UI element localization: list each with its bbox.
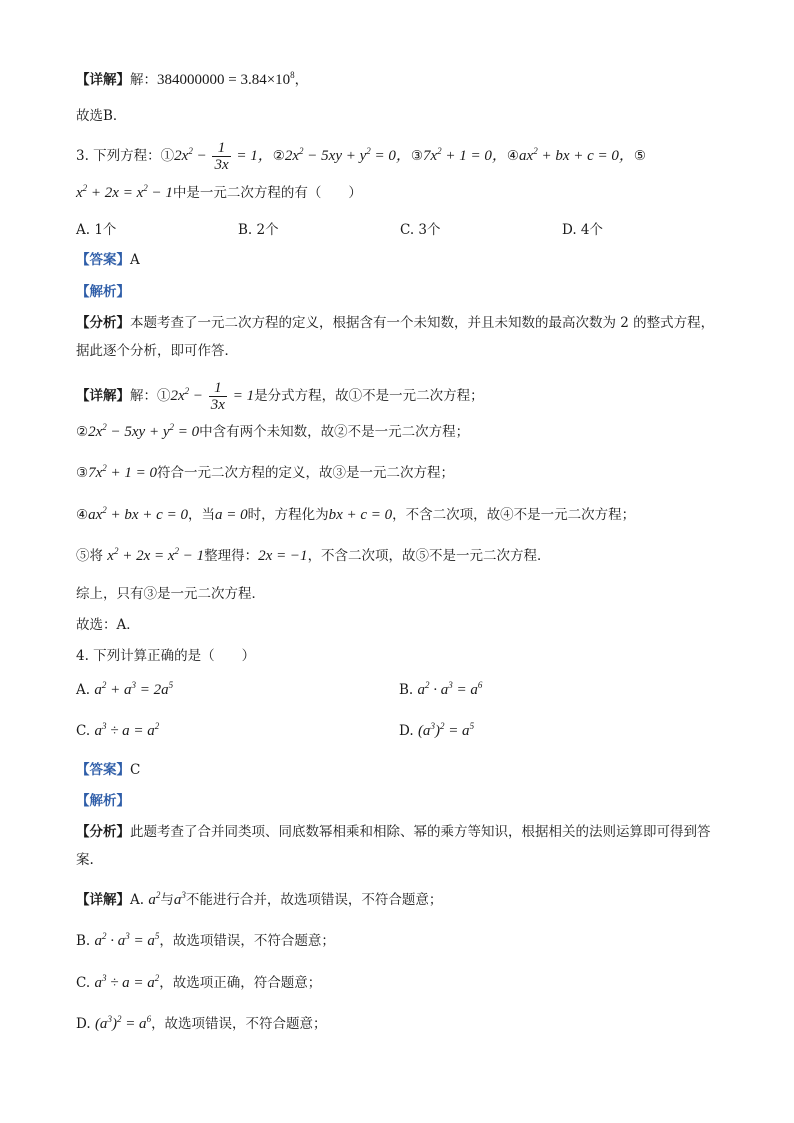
q3-eq2: $2x^2 - 5xy + y^2 = 0$， [284,145,411,164]
q2-equation: $384000000 = 3.84\times 10^8$ [157,70,295,88]
q3-eq4: $ax^2$ + bx + c = 0， [519,145,634,164]
q4-option-c: C. $a^3 \div a = a^2$ [76,721,160,739]
q3-detail-3: $③7x^2 + 1 = 0$符合一元二次方程的定义，故③是一元二次方程； [76,463,455,481]
q4-analysis: 【分析】此题考查了合并同类项、同底数幂相乘和相除、幂的乘方等知识，根据相关的法则运算即可得到答案. [76,824,711,868]
q3-answer: 【答案】A [76,252,140,268]
q3-option-d: D. 4个 [562,222,604,238]
q3-detail-4: $④ax^2$ + bx + c = 0，当a = 0时，方程化为bx + c = 0，不含二次项，故④不是一元二次方程； [76,505,636,523]
q3-stem-line1: 3. 下列方程：$①2x^2$ − $\frac{1}{3x}$ = 1，$②2x^2 - 5xy + y^2 = 0$，$③7x^2 + 1 = 0$，$④ax^2$ + bx + c = 0，⑤ [76,140,646,173]
q3-eq5: $x^2 + 2x = x^2 - 1$ [76,183,173,201]
q4-detail-a: 【详解】A. $a^2$与$a^3$不能进行合并，故选项错误，不符合题意； [76,890,443,908]
q3-analysis-tag: 【解析】 [76,284,130,300]
q3-stem-line2: $x^2 + 2x = x^2 - 1$中是一元二次方程的有（ ） [76,183,362,201]
q3-analysis: 【分析】本题考查了一元二次方程的定义，根据含有一个未知数，并且未知数的最高次数为 2 的整式方程，据此逐个分析，即可作答． [76,315,715,359]
q3-eq1: $2x^2$ − $\frac{1}{3x}$ = 1， [174,140,273,173]
q4-stem: 4. 下列计算正确的是（ ） [76,648,256,664]
q4-detail-d: D. $(a^3)^2 = a^6$，故选项错误，不符合题意； [76,1014,327,1032]
q3-option-b: B. 2个 [238,222,279,238]
q3-detail-1: 【详解】解：$①2x^2$ − $\frac{1}{3x}$ = 1是分式方程，故①不是一元二次方程； [76,380,484,413]
q3-option-a: A. 1个 [76,222,117,238]
q3-option-c: C. 3个 [400,222,441,238]
q4-option-d: D. $(a^3)^2 = a^5$ [399,721,475,739]
q2-detail-line: 【详解】解：$384000000 = 3.84\times 10^8$， [76,70,309,88]
q4-option-b: B. $a^2 \cdot a^3 = a^6$ [399,680,483,698]
q3-summary: 综上，只有③是一元二次方程． [76,586,265,602]
q3-conclusion: 故选：A． [76,617,140,633]
q4-analysis-tag: 【解析】 [76,793,130,809]
q4-detail-c: C. $a^3 \div a = a^2$，故选项正确，符合题意； [76,973,322,991]
detail-prefix: 解： [130,72,157,88]
q3-detail-2: $②2x^2 - 5xy + y^2 = 0$中含有两个未知数，故②不是一元二次方程； [76,422,470,440]
q4-detail-b: B. $a^2 \cdot a^3 = a^5$，故选项错误，不符合题意； [76,931,335,949]
q3-detail-5: ⑤将 $x^2 + 2x = x^2 - 1$整理得：2x = −1，不含二次项，故⑤不是一元二次方程． [76,546,551,564]
q4-answer: 【答案】C [76,762,141,778]
q4-option-a: A. $a^2 + a^3 = 2a^5$ [76,680,174,698]
q3-eq3: $7x^2 + 1 = 0$， [423,145,507,164]
detail-tag: 【详解】 [76,72,130,88]
q2-conclusion: 故选B． [76,108,127,124]
